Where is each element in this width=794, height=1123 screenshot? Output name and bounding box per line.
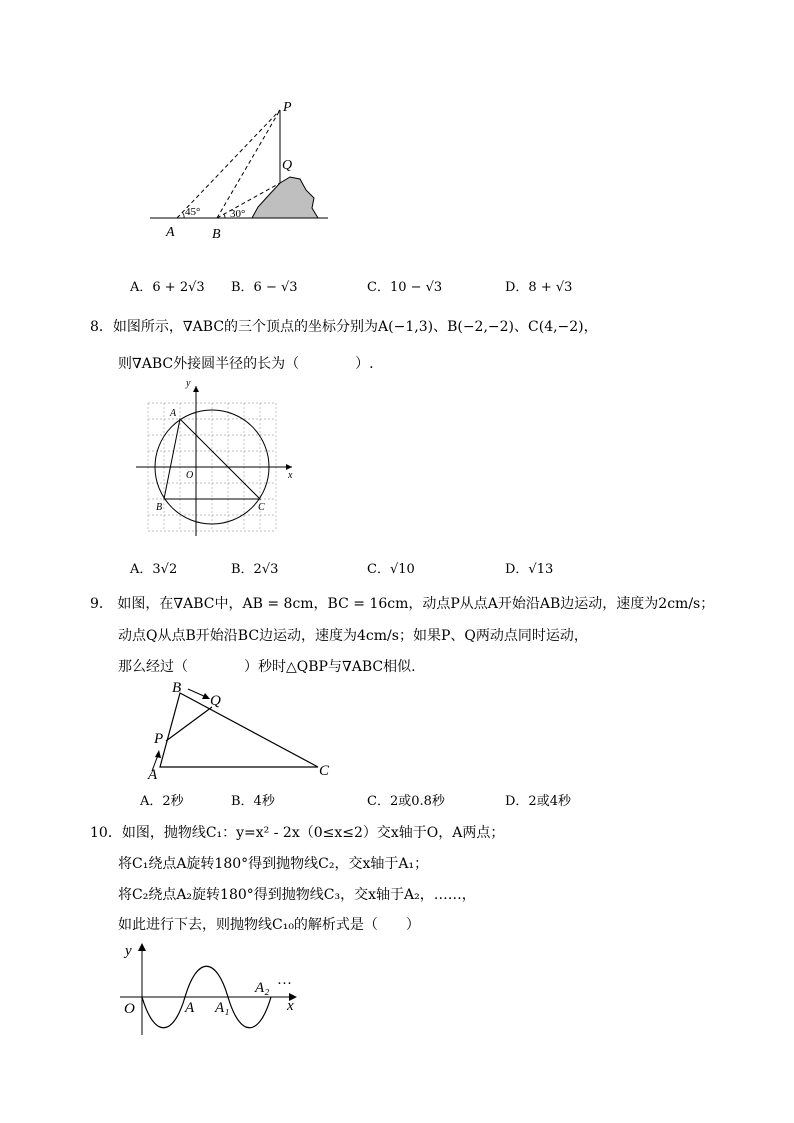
q8-stem-line2: 则∇ABC外接圆半径的长为（ ）. bbox=[118, 356, 374, 372]
label-y: y bbox=[125, 943, 132, 959]
q9-figure bbox=[140, 675, 340, 783]
q9-option-d: D．2或4秒 bbox=[505, 794, 571, 809]
label-dots: ··· bbox=[277, 976, 292, 992]
label-p: P bbox=[283, 100, 292, 115]
q7-option-c: C．10 − √3 bbox=[367, 280, 443, 295]
arrow-ap-head bbox=[155, 750, 161, 758]
y-axis-arrow bbox=[193, 386, 199, 392]
q7-option-b: B．6 − √3 bbox=[231, 280, 298, 295]
label-o: O bbox=[186, 470, 194, 481]
q10-stem-line4: 如此进行下去，则抛物线C₁₀的解析式是（ ） bbox=[118, 917, 420, 933]
q9-stem-line2: 动点Q从点B开始沿BC边运动，速度为4cm/s；如果P、Q两动点同时运动， bbox=[118, 628, 588, 644]
label-x: x bbox=[288, 470, 293, 481]
label-a2: A₂ bbox=[255, 980, 270, 996]
q7-option-a: A．6 + 2√3 bbox=[130, 280, 205, 295]
q10-stem-line2: 将C₁绕点A旋转180°得到抛物线C₂，交x轴于A₁； bbox=[118, 856, 429, 872]
q7-figure bbox=[140, 95, 340, 245]
label-a1: A₁ bbox=[215, 1000, 230, 1016]
q7-option-d: D．8 + √3 bbox=[505, 280, 573, 295]
label-30: 30° bbox=[230, 208, 246, 220]
q10-stem-line1: 10．如图，抛物线C₁：y=x² - 2x（0≤x≤2）交x轴于O，A两点； bbox=[90, 825, 505, 841]
label-a: A bbox=[170, 408, 177, 419]
label-o: O bbox=[124, 1001, 135, 1017]
label-b: B bbox=[156, 502, 163, 513]
label-q: Q bbox=[282, 158, 293, 173]
q8-option-d: D．√13 bbox=[505, 562, 554, 577]
q9-option-b: B．4秒 bbox=[231, 794, 275, 809]
label-y: y bbox=[186, 378, 191, 389]
hill-shape bbox=[252, 177, 318, 218]
q8-figure bbox=[130, 378, 300, 538]
label-p: P bbox=[154, 731, 164, 747]
q10-figure bbox=[115, 940, 315, 1040]
q10-stem-line3: 将C₂绕点A₂旋转180°得到抛物线C₃，交x轴于A₂，……， bbox=[118, 887, 476, 903]
q8-option-c: C．√10 bbox=[367, 562, 415, 577]
q8-option-a: A．3√2 bbox=[130, 562, 178, 577]
q9-option-a: A．2秒 bbox=[140, 794, 184, 809]
label-c: C bbox=[258, 502, 265, 513]
angle-arc-a bbox=[182, 212, 184, 218]
q9-stem-line1: 9． 如图，在∇ABC中，AB = 8cm，BC = 16cm，动点P从点A开始沿AB边运动，速度为2cm/s； bbox=[90, 596, 715, 612]
segment-pq bbox=[166, 707, 212, 741]
label-a: A bbox=[148, 767, 158, 783]
label-c: C bbox=[319, 763, 330, 779]
triangle-abc bbox=[160, 693, 318, 767]
label-q: Q bbox=[210, 693, 221, 709]
label-45: 45° bbox=[185, 206, 201, 218]
label-a: A bbox=[166, 225, 175, 240]
q9-stem-line3: 那么经过（ ）秒时△QBP与∇ABC相似. bbox=[118, 659, 416, 675]
label-x: x bbox=[287, 998, 294, 1014]
q8-option-b: B．2√3 bbox=[231, 562, 279, 577]
angle-arc-b bbox=[224, 214, 225, 218]
q8-stem-line1: 8．如图所示，∇ABC的三个顶点的坐标分别为A(−1,3)、B(−2,−2)、C(4,−2)， bbox=[90, 319, 598, 335]
y-axis-arrow bbox=[138, 943, 146, 951]
label-a: A bbox=[185, 1000, 195, 1016]
q9-option-c: C．2或0.8秒 bbox=[367, 794, 445, 809]
label-b: B bbox=[172, 680, 182, 696]
arrow-bq-shaft bbox=[188, 689, 206, 697]
label-b: B bbox=[212, 227, 221, 242]
